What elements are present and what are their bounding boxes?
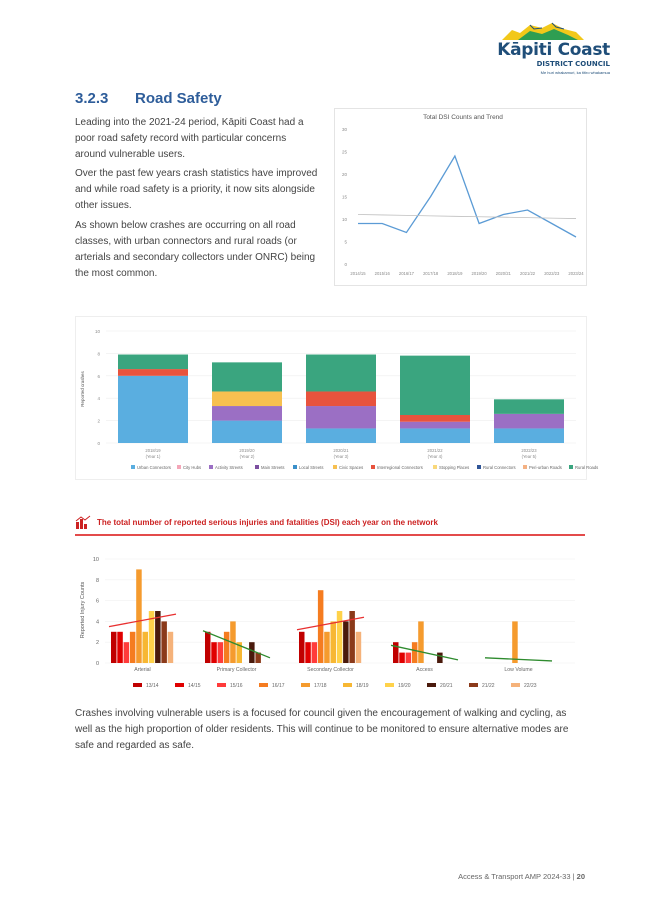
chart3-ytick: 2 [95,640,99,647]
chart3-legend-label: 14/15 [188,683,201,689]
chart1-series-line [358,156,576,237]
dsi-by-class-svg [75,545,585,695]
chart3-legend-swatch [427,683,436,687]
chart3-legend-label: 19/20 [398,683,411,689]
chart3-legend-label: 15/16 [230,683,243,689]
chart2-ytick: 10 [94,329,100,334]
chart2-bar-segment [212,362,282,391]
chart2-bar-segment [400,422,470,429]
bar-chart-icon [75,516,91,530]
chart3-legend-swatch [217,683,226,687]
chart1-xtick: 2018/19 [447,271,463,276]
chart2-legend-swatch [569,465,573,469]
chart2-xtick: (Year 1) [145,454,161,459]
crashes-by-class-chart [75,316,599,480]
chart3-legend-swatch [469,683,478,687]
chart2-xtick: (Year 2) [239,454,255,459]
chart2-bar-segment [212,406,282,421]
section-number: 3.2.3 [75,90,109,107]
dsi-banner-rule [75,534,585,536]
chart3-bar [224,632,230,663]
chart2-bar-segment [400,356,470,415]
chart2-legend-label: Activity Streets [215,465,243,470]
logo-subtitle: DISTRICT COUNCIL [536,60,610,68]
chart3-bar [356,632,362,663]
chart3-bar [418,621,424,663]
chart1-trend-line [358,215,576,219]
chart2-bar-segment [400,428,470,443]
chart3-legend-label: 21/22 [482,683,495,689]
chart2-bar-segment [118,376,188,443]
chart3-bar [136,569,142,663]
chart1-ytick: 10 [341,217,347,222]
chart1-xtick: 2019/20 [471,271,487,276]
chart1-xtick: 2014/15 [350,271,366,276]
chart1-ytick: 0 [344,262,347,267]
chart2-bar-segment [494,399,564,414]
chart3-legend-swatch [343,683,352,687]
chart3-xtick: Arterial [134,667,151,673]
chart3-bar [324,632,330,663]
dsi-trend-chart [334,108,587,286]
chart3-xtick: Low Volume [504,667,533,673]
chart2-legend-swatch [477,465,481,469]
chart3-bar [437,653,443,663]
chart3-ytick: 10 [92,557,99,563]
chart2-legend-label: City Hubs [183,465,202,470]
chart3-bar [318,590,324,663]
chart2-legend-swatch [433,465,437,469]
chart2-bar-segment [306,428,376,443]
vulnerable-users-paragraph: Crashes involving vulnerable users is a focused for council given the encouragement of walking and cycling, as well as the high proportion of older residents. This will continue to be monitored to ensure alternative modes are safe and regarded as safe. [75,708,569,751]
chart3-bar [312,642,318,663]
chart3-bar [249,642,255,663]
dsi-banner [75,516,585,534]
chart3-bar [343,621,349,663]
chart1-ytick: 20 [341,172,347,177]
chart2-legend-swatch [177,465,181,469]
chart2-xtick: (Year 3) [333,454,349,459]
intro-paragraph: Leading into the 2021-24 period, Kāpiti Coast had a poor road safety record with particular concerns around vulnerable users. [75,117,304,160]
chart3-legend-swatch [511,683,520,687]
chart2-ytick: 0 [97,441,100,446]
crashes-by-class-svg [76,317,599,479]
dsi-banner-title: The total number of reported serious injuries and fatalities (DSI) each year on the network [97,518,438,527]
chart3-bar [124,642,130,663]
chart3-legend-label: 16/17 [272,683,285,689]
chart1-ytick: 5 [344,239,347,245]
chart2-bar-segment [212,391,282,406]
chart2-legend-label: Urban Connectors [137,465,171,470]
chart2-legend-swatch [209,465,213,469]
chart3-xtick: Primary Collector [216,667,257,673]
chart2-bar-segment [306,355,376,392]
chart2-legend-label: Local Streets [299,465,324,470]
chart3-bar [130,632,136,663]
chart2-legend-label: Civic Spaces [339,465,364,470]
page-footer [400,872,585,881]
chart2-xtick: (Year 4) [427,454,443,459]
chart3-bar [155,611,161,663]
chart3-bar [218,642,224,663]
page-number: 20 [576,872,585,881]
chart2-xtick: 2019/20 [239,448,255,453]
footer-separator: | [572,872,575,881]
logo-motto: Me huri whakamuri, ka titiro whakamua [540,70,610,75]
chart2-bar-segment [118,355,188,370]
chart2-xtick: 2018/19 [145,448,161,453]
chart2-bar-segment [306,406,376,428]
chart1-xtick: 2022/23 [544,271,560,276]
chart2-legend-swatch [371,465,375,469]
chart3-bar [161,621,167,663]
logo-brand: Kāpiti Coast [497,40,610,60]
chart3-ylabel: Reported Injury Counts [80,581,86,639]
chart2-ytick: 6 [97,373,100,379]
chart2-legend-label: Rural Connectors [483,465,516,470]
chart3-legend-swatch [301,683,310,687]
chart1-xtick: 2017/18 [423,271,439,276]
chart3-xtick: Access [416,667,433,673]
chart2-bar-segment [118,369,188,376]
chart3-ytick: 6 [95,598,99,605]
chart2-bar-segment [306,391,376,406]
chart3-ytick: 4 [95,619,99,626]
chart2-bar-segment [494,428,564,443]
dsi-trend-svg [335,109,586,285]
chart3-bar [337,611,343,663]
chart3-bar [117,632,123,663]
chart3-bar [143,632,149,663]
chart2-bar-segment [494,414,564,429]
classes-paragraph: As shown below crashes are occurring on all road classes, with urban connectors and rural roads (or arterials and secondary collectors under ONRC) being the most common. [75,220,316,279]
chart2-legend-swatch [523,465,527,469]
chart2-ylabel: Reported crashes [80,371,85,407]
chart3-bar [205,632,211,663]
chart3-bar [412,642,418,663]
chart3-bar [399,653,405,663]
chart3-bar [305,642,311,663]
chart1-xtick: 2020/21 [495,271,511,276]
chart2-legend-swatch [293,465,297,469]
chart3-legend-label: 20/21 [440,683,453,689]
chart3-xtick: Secondary Collector [307,667,354,673]
section-title: Road Safety [135,90,222,107]
chart3-legend-swatch [175,683,184,687]
chart3-bar [512,621,518,663]
chart2-ytick: 8 [97,351,100,357]
chart2-legend-swatch [333,465,337,469]
chart3-ytick: 0 [95,661,99,667]
chart1-xtick: 2021/22 [519,271,536,276]
chart1-ytick: 30 [341,127,347,132]
chart2-legend-label: Main Streets [261,465,285,470]
footer-text: Access & Transport AMP 2024-33 [458,872,571,881]
chart3-legend-swatch [133,683,142,687]
chart3-ytick: 8 [95,577,99,584]
chart2-legend-label: Peri-urban Roads [529,465,562,470]
chart2-legend-label: Rural Roads [575,465,599,470]
chart3-bar [299,632,305,663]
chart3-legend-label: 17/18 [314,683,327,689]
chart3-bar [211,642,217,663]
chart2-xtick: (Year 5) [521,454,537,459]
chart1-xtick: 2023/24 [568,271,584,276]
chart3-legend-swatch [259,683,268,687]
chart2-ytick: 2 [97,418,100,424]
chart3-bar [331,621,337,663]
chart2-xtick: 2021/22 [427,448,443,453]
chart2-bar-segment [400,415,470,422]
chart3-bar [168,632,174,663]
council-logo [470,22,610,78]
chart2-legend-swatch [255,465,259,469]
chart3-bar [111,632,117,663]
chart1-xtick: 2015/16 [374,271,390,276]
chart2-xtick: 2020/21 [333,448,349,453]
chart3-legend-label: 18/19 [356,683,369,689]
chart3-legend-swatch [385,683,394,687]
chart1-ytick: 15 [341,194,347,200]
chart1-xtick: 2016/17 [398,271,415,276]
chart3-trendline [485,658,552,661]
chart3-legend-label: 22/23 [524,683,537,689]
chart2-xtick: 2022/23 [521,448,537,453]
chart2-legend-label: Interregional Connectors [377,465,423,470]
chart2-legend-swatch [131,465,135,469]
chart2-ytick: 4 [97,396,100,402]
section-heading [75,90,222,107]
chart2-bar-segment [212,421,282,443]
chart1-title: Total DSI Counts and Trend [423,114,503,121]
chart1-ytick: 25 [341,149,347,155]
dsi-by-class-chart [75,545,585,695]
mountain-logo-icon [490,22,590,40]
chart3-bar [406,653,412,663]
chart2-legend-label: Stopping Places [439,465,470,470]
chart3-legend-label: 13/14 [146,683,159,689]
trend-paragraph: Over the past few years crash statistics have improved and while road safety is a priority, it now sits alongside other issues. [75,168,318,211]
